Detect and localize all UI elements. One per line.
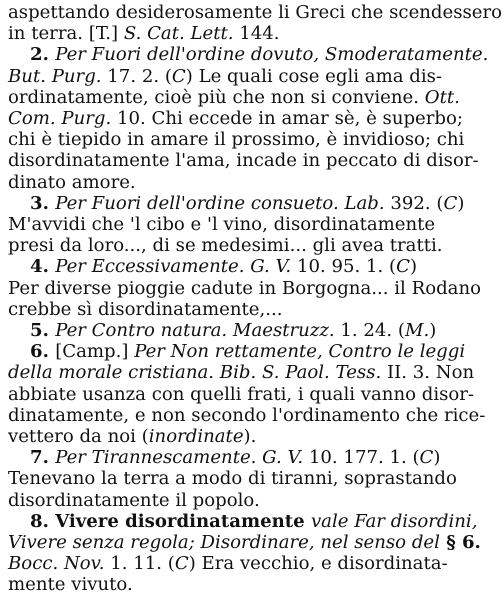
italic-run: C [171, 65, 186, 87]
text-run: 10. 177. 1. ( [303, 447, 420, 469]
text-run: crebbe sì disordinatamente,... [8, 298, 283, 320]
italic-run: M. [405, 320, 430, 342]
text-run: ). [243, 426, 257, 448]
text-run: vettero da noi ( [8, 426, 149, 448]
text-line [8, 574, 467, 595]
text-line [8, 383, 475, 405]
text-line [8, 256, 467, 277]
text-line [8, 490, 467, 511]
text-run: presi da loro..., di se medesimi... gli avea tratti. [8, 235, 443, 257]
italic-run: della morale cristiana. Bib. S. Paol. Tess. [8, 362, 382, 384]
text-run: 392. ( [384, 192, 444, 214]
text-line [8, 362, 475, 384]
text-line [8, 447, 467, 468]
sense-7 [8, 447, 467, 511]
bold-run: 6. [30, 341, 56, 363]
text-run: ) [409, 256, 418, 278]
italic-run: Com. Purg. [8, 108, 112, 130]
italic-run: C [174, 553, 189, 575]
text-run: 1. 11. ( [104, 553, 175, 575]
text-run: 17. 2. ( [101, 65, 172, 87]
italic-run: C [396, 256, 410, 278]
text-run: 10. Chi eccede in amar sè, è superbo; [111, 108, 463, 130]
sense-6 [8, 341, 486, 448]
text-line [8, 23, 467, 44]
sense-8 [8, 510, 481, 596]
text-run: 144. [233, 23, 280, 45]
text-run: in terra. [ [8, 23, 96, 45]
text-run: ] [111, 23, 124, 45]
bold-run: 5. [30, 320, 56, 342]
bold-run: 7. [30, 447, 56, 469]
bold-run: § 6. [439, 532, 481, 554]
italic-run: Per Fuori dell'ordine consueto. Lab. [55, 192, 385, 214]
text-line [8, 468, 467, 489]
text-run: disordinatamente il popolo. [8, 489, 260, 511]
text-line [8, 214, 467, 235]
text-run: Per diverse pioggie cadute in Borgogna... il Rodano [8, 277, 482, 299]
bold-run: 4. [30, 256, 56, 278]
italic-run: Per Fuori dell'ordine dovuto, Smoderatamente. [55, 44, 489, 66]
bold-run: 8. Vivere disordinatamente [30, 510, 311, 532]
text-run: ) Era vecchio, e disordinata- [188, 553, 448, 575]
text-run: chi è tiepido in amare il prossimo, è invidioso; chi [8, 129, 465, 151]
italic-run: Per Contro natura. Maestruzz. [55, 320, 335, 342]
text-run: dinatamente, e non secondo l'ordinamento che rice- [8, 404, 486, 426]
bold-run: 3. [30, 192, 56, 214]
text-run: ) Le quali cose egli ama dis- [185, 65, 443, 87]
text-line [8, 277, 482, 299]
italic-run: Bocc. Nov. [8, 553, 105, 575]
sense-5 [8, 320, 467, 341]
entry-continuation [8, 2, 502, 45]
italic-run: S. Cat. Lett. [123, 23, 234, 45]
text-line [8, 44, 489, 66]
text-line [8, 129, 467, 150]
text-line [8, 235, 467, 256]
text-run: T. [95, 23, 111, 45]
bold-run: 2. [30, 44, 56, 66]
italic-run: Per Tirannescamente. G. V. [55, 447, 304, 469]
text-line [8, 87, 467, 108]
italic-run: C [419, 447, 434, 469]
text-run: M'avvidi che 'l cibo e 'l vino, disordinatamente [8, 214, 436, 236]
sense-4 [8, 256, 482, 320]
text-line [8, 172, 467, 193]
text-line [8, 150, 479, 172]
text-run: [Camp.] [55, 341, 135, 363]
text-line [8, 299, 467, 320]
italic-run: Ott. [424, 86, 460, 108]
italic-run: C [443, 192, 458, 214]
text-line [8, 426, 467, 447]
text-line [8, 553, 467, 574]
text-line [8, 2, 502, 23]
italic-run: But. Purg. [8, 65, 102, 87]
text-run: mente vivuto. [8, 574, 133, 596]
text-line [8, 193, 467, 214]
italic-run: Per Non rettamente, Contro le leggi [134, 341, 466, 363]
text-run: dinato amore. [8, 171, 136, 193]
text-run: II. 3. Non [381, 362, 475, 384]
text-line [8, 404, 486, 426]
text-run: aspettando desiderosamente li Greci che scendessero [8, 2, 502, 23]
text-run: abbiate usanza con quelli frati, i quali vanno disor- [8, 383, 475, 405]
text-run: 1. 24. ( [334, 320, 405, 342]
italic-run: Per Eccessivamente. G. V. [55, 256, 292, 278]
text-run: Tenevano la terra a modo di tiranni, soprastando [8, 468, 457, 490]
text-run: ) [433, 447, 441, 469]
italic-run: vale Far disordini, [310, 510, 478, 532]
text-run: disordinatamente l'ama, incade in peccato di disor- [8, 150, 479, 172]
text-line [8, 66, 467, 87]
text-line [8, 510, 478, 532]
italic-run: Vivere senza regola; Disordinare, nel senso del [8, 532, 440, 554]
text-line [8, 341, 467, 362]
text-run: ordinatamente, cioè più che non si conviene. [8, 86, 425, 108]
sense-2 [8, 44, 489, 193]
text-run: ) [429, 320, 437, 342]
entry-senses [8, 44, 489, 596]
sense-3 [8, 193, 467, 257]
text-run: ) [457, 192, 465, 214]
text-run: 10. 95. 1. ( [291, 256, 397, 278]
text-line [8, 108, 467, 129]
text-line [8, 532, 481, 554]
italic-run: inordinate [148, 426, 244, 448]
text-line [8, 320, 467, 341]
